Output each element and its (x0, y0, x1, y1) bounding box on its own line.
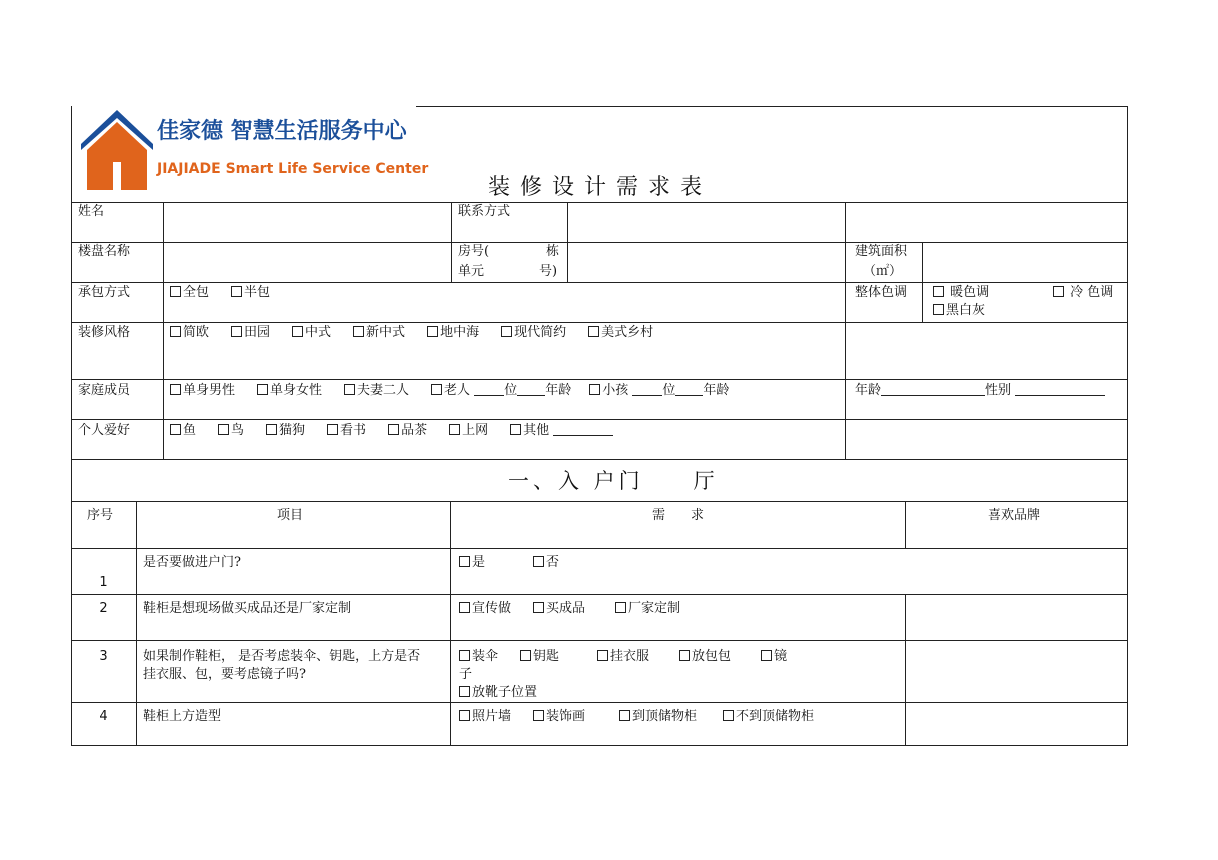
room-label-number: 号) (539, 264, 558, 279)
family-option[interactable]: 单身男性 (170, 383, 235, 398)
row-options (459, 708, 814, 726)
hobby-options (170, 422, 613, 440)
checkbox-icon[interactable] (933, 286, 944, 297)
need-option[interactable]: 否 (533, 555, 559, 570)
contract-label: 承包方式 (78, 285, 131, 300)
checkbox-icon[interactable] (619, 710, 630, 721)
company-logo (77, 106, 429, 192)
need-option-extra[interactable]: 放靴子位置 (459, 684, 537, 702)
row-options (459, 648, 787, 666)
checkbox-icon[interactable] (501, 326, 512, 337)
checkbox-icon[interactable] (170, 326, 181, 337)
age-gender-fields (855, 382, 1105, 400)
contact-label: 联系方式 (458, 204, 511, 219)
row-item: 鞋柜是想现场做买成品还是厂家定制 (143, 601, 352, 616)
row-number: 3 (99, 649, 108, 664)
checkbox-icon[interactable] (510, 424, 521, 435)
checkbox-icon[interactable] (459, 686, 470, 697)
hobby-option[interactable]: 看书 (327, 423, 366, 438)
tone-option-cool[interactable]: 冷 色调 (1053, 284, 1113, 302)
family-options (170, 382, 729, 400)
checkbox-icon[interactable] (615, 602, 626, 613)
checkbox-icon[interactable] (589, 384, 600, 395)
tone-label: 整体色调 (855, 285, 908, 300)
checkbox-icon[interactable] (266, 424, 277, 435)
checkbox-icon[interactable] (292, 326, 303, 337)
logo-chinese-name: 佳家德 智慧生活服务中心 (157, 119, 407, 144)
col-header-need: 需 求 (652, 508, 705, 523)
checkbox-icon[interactable] (761, 650, 772, 661)
need-option[interactable]: 厂家定制 (615, 601, 680, 616)
hobby-option-other[interactable]: 其他 (510, 423, 613, 438)
row-item: 是否要做进户门? (143, 555, 241, 570)
checkbox-icon[interactable] (533, 556, 544, 567)
elder-age-blank[interactable] (517, 383, 545, 396)
checkbox-icon[interactable] (520, 650, 531, 661)
need-option[interactable]: 钥匙 (520, 649, 559, 664)
hobby-option[interactable]: 猫狗 (266, 423, 305, 438)
area-unit: （㎡） (863, 264, 903, 279)
need-option[interactable]: 宣传做 (459, 601, 511, 616)
checkbox-icon[interactable] (933, 304, 944, 315)
checkbox-icon[interactable] (257, 384, 268, 395)
checkbox-icon[interactable] (588, 326, 599, 337)
row-option-tail: 子 (459, 667, 473, 682)
checkbox-icon[interactable] (218, 424, 229, 435)
room-label-open: 房号( (458, 244, 490, 259)
style-option[interactable]: 地中海 (427, 325, 479, 340)
tone-option-bw[interactable]: 黑白灰 (933, 302, 985, 320)
hobby-label: 个人爱好 (78, 423, 131, 438)
room-label-unit: 单元 (458, 264, 485, 279)
child-age-blank[interactable] (675, 383, 703, 396)
hobby-other-blank[interactable] (553, 423, 613, 436)
col-header-brand: 喜欢品牌 (988, 508, 1041, 523)
checkbox-icon[interactable] (231, 326, 242, 337)
gender-field-label: 性别 (985, 383, 1012, 398)
hobby-option[interactable]: 鱼 (170, 423, 196, 438)
hobby-option[interactable]: 品茶 (388, 423, 427, 438)
building-name-label: 楼盘名称 (78, 244, 131, 259)
need-option[interactable]: 装伞 (459, 649, 498, 664)
name-label: 姓名 (78, 204, 105, 219)
tone-option-warm[interactable]: 暖色调 (933, 284, 989, 302)
hobby-option[interactable]: 上网 (449, 423, 488, 438)
checkbox-icon[interactable] (388, 424, 399, 435)
style-option[interactable]: 中式 (292, 325, 331, 340)
age-field-label: 年龄 (855, 383, 882, 398)
checkbox-icon[interactable] (1053, 286, 1064, 297)
checkbox-icon[interactable] (723, 710, 734, 721)
checkbox-icon[interactable] (431, 384, 442, 395)
checkbox-icon[interactable] (597, 650, 608, 661)
checkbox-icon[interactable] (533, 602, 544, 613)
gender-input-blank[interactable] (1015, 383, 1105, 396)
area-label: 建筑面积 (855, 244, 908, 259)
checkbox-icon[interactable] (449, 424, 460, 435)
elder-option[interactable]: 老人 位 年龄 (431, 383, 571, 398)
style-option[interactable]: 简欧 (170, 325, 209, 340)
section-title: 一、入 户门 厅 (508, 469, 719, 493)
style-options (170, 324, 675, 342)
form-title: 装修设计需求表 (488, 175, 713, 200)
need-option[interactable]: 放包包 (679, 649, 731, 664)
checkbox-icon[interactable] (327, 424, 338, 435)
row-item: 如果制作鞋柜， 是否考虑装伞、钥匙，上方是否挂衣服、包，要考虑镜子吗? (143, 649, 421, 682)
row-number: 4 (99, 709, 108, 724)
contract-option[interactable]: 半包 (231, 285, 270, 300)
checkbox-icon[interactable] (427, 326, 438, 337)
age-input-blank[interactable] (881, 383, 985, 396)
logo-english-name: JIAJIADE Smart Life Service Center (157, 161, 429, 177)
checkbox-icon[interactable] (459, 556, 470, 567)
checkbox-icon[interactable] (353, 326, 364, 337)
style-option[interactable]: 现代简约 (501, 325, 566, 340)
need-option[interactable]: 到顶储物柜 (619, 709, 697, 724)
need-option[interactable]: 照片墙 (459, 709, 511, 724)
style-option[interactable]: 美式乡村 (588, 325, 653, 340)
child-count-blank[interactable] (632, 383, 662, 396)
checkbox-icon[interactable] (170, 384, 181, 395)
style-option[interactable]: 新中式 (353, 325, 405, 340)
row-item: 鞋柜上方造型 (143, 709, 222, 724)
checkbox-icon[interactable] (231, 286, 242, 297)
child-option[interactable]: 小孩 位 年龄 (589, 383, 729, 398)
contract-options (170, 284, 292, 302)
family-option[interactable]: 单身女性 (257, 383, 322, 398)
need-option[interactable]: 镜 (761, 649, 787, 664)
contract-option[interactable]: 全包 (170, 285, 209, 300)
style-label: 装修风格 (78, 325, 131, 340)
need-option[interactable]: 买成品 (533, 601, 585, 616)
row-options (459, 554, 559, 572)
room-label-building: 栋 (546, 244, 560, 259)
row-number: 1 (99, 575, 108, 590)
checkbox-icon[interactable] (459, 710, 470, 721)
style-option[interactable]: 田园 (231, 325, 270, 340)
hobby-option[interactable]: 鸟 (218, 423, 244, 438)
checkbox-icon[interactable] (459, 650, 470, 661)
checkbox-icon[interactable] (170, 424, 181, 435)
checkbox-icon[interactable] (344, 384, 355, 395)
need-option[interactable]: 挂衣服 (597, 649, 649, 664)
checkbox-icon[interactable] (170, 286, 181, 297)
col-header-item: 项目 (277, 508, 304, 523)
checkbox-icon[interactable] (679, 650, 690, 661)
family-label: 家庭成员 (78, 383, 131, 398)
need-option[interactable]: 是 (459, 555, 485, 570)
row-options (459, 600, 680, 618)
col-header-no: 序号 (87, 508, 114, 523)
need-option[interactable]: 装饰画 (533, 709, 585, 724)
checkbox-icon[interactable] (459, 602, 470, 613)
checkbox-icon[interactable] (533, 710, 544, 721)
need-option[interactable]: 不到顶储物柜 (723, 709, 814, 724)
house-logo-icon (77, 106, 155, 192)
row-number: 2 (99, 601, 108, 616)
family-option[interactable]: 夫妻二人 (344, 383, 409, 398)
elder-count-blank[interactable] (474, 383, 504, 396)
